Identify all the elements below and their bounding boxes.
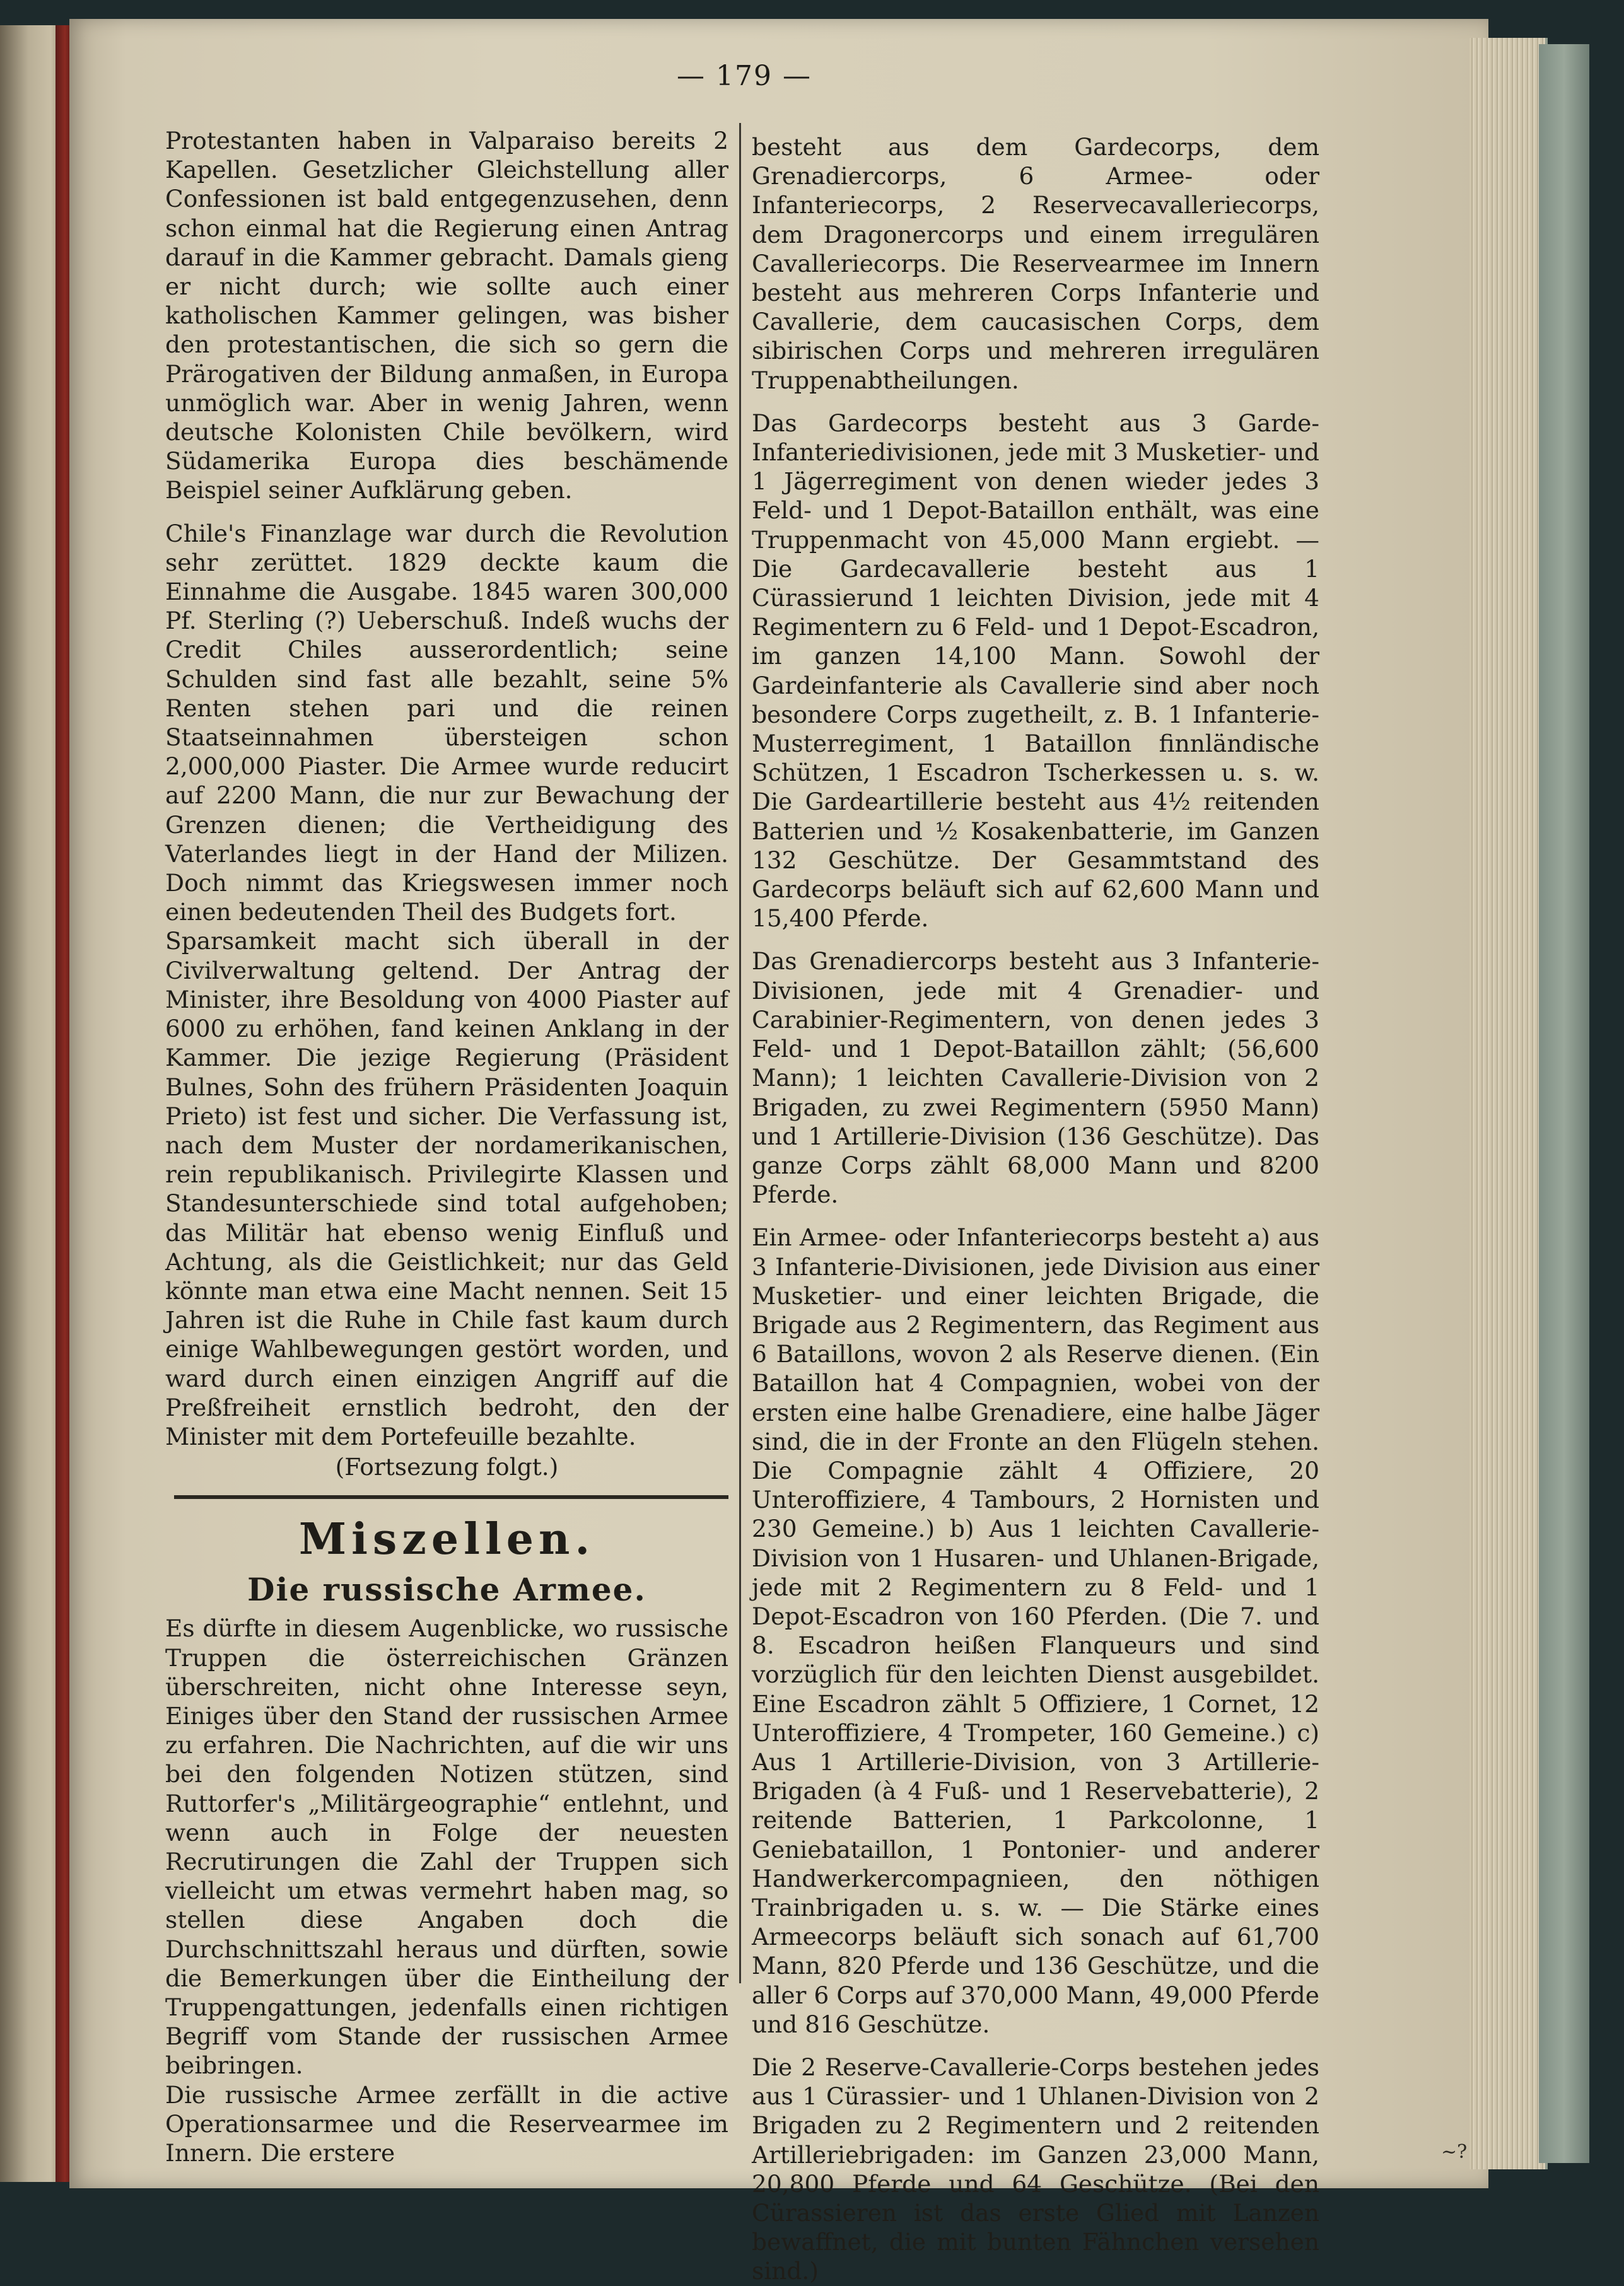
paragraph: Chile's Finanzlage war durch die Revolution sehr zerüttet. 1829 deckte kaum die Einnahme die Ausgabe. 1845 waren 300,000 Pf. Sterling (?) Ueberschuß. Indeß wuchs der Credit Chiles ausserordentlich; seine Schulden sind fast alle bezahlt, seine 5% Renten stehen pari und die reinen Staatseinnahmen übersteigen schon 2,000,000 Piaster. Die Armee wurde reducirt auf 2200 Mann, die nur zur Bewachung der Grenzen dienen; die Vertheidigung des Vaterlandes liegt in der Hand der Milizen. Doch nimmt das Kriegswesen immer noch einen bedeutenden Theil des Budgets fort.: [165, 519, 728, 926]
continuation-note: (Fortsezung folgt.): [335, 1453, 559, 1481]
column-divider: [739, 123, 741, 1983]
paragraph: besteht aus dem Gardecorps, dem Grenadiercorps, 6 Armee- oder Infanteriecorps, 2 Reservecavalleriecorps, dem Dragonercorps und einem irregulären Cavalleriecorps. Die Reservearmee im Innern besteht aus mehreren Corps Infanterie und Cavallerie, dem caucasischen Corps, dem sibirischen Corps und mehreren irregulären Truppenabtheilungen.: [752, 133, 1319, 394]
paragraph: Es dürfte in diesem Augenblicke, wo russische Truppen die österreichischen Gränzen überschreiten, nicht ohne Interesse seyn, Einiges über den Stand der russischen Armee zu erfahren. Die Nachrichten, auf die wir uns bei den folgenden Notizen stützen, sind Ruttorfer's „Militärgeographie“ entlehnt, und wenn auch in Folge der neuesten Recrutirungen die Zahl der Truppen sich vielleicht um etwas vermehrt haben mag, so stellen diese Angaben doch die Durchschnittszahl heraus und dürften, sowie die Bemerkungen über die Eintheilung der Truppengattungen, jedenfalls einen richtigen Begriff vom Stande der russischen Armee beibringen.: [165, 1614, 728, 2080]
right-column: [752, 132, 1319, 2286]
paragraph: Ein Armee- oder Infanteriecorps besteht a) aus 3 Infanterie-Divisionen, jede Division aus einer Musketier- und einer leichten Brigade, die Brigade aus 2 Regimentern, das Regiment aus 6 Bataillons, wovon 2 als Reserve dienen. (Ein Bataillon hat 4 Compagnien, wobei von der ersten eine halbe Grenadiere, eine halbe Jäger sind, die in der Fronte an den Flügeln stehen. Die Compagnie zählt 4 Offiziere, 20 Unteroffiziere, 4 Tambours, 2 Hornisten und 230 Gemeine.) b) Aus 1 leichten Cavallerie-Division von 1 Husaren- und Uhlanen-Brigade, jede mit 2 Regimentern zu 8 Feld- und 1 Depot-Escadron von 160 Pferden. (Die 7. und 8. Escadron heißen Flanqueurs und sind vorzüglich für den leichten Dienst ausgebildet. Eine Escadron zählt 5 Offiziere, 1 Cornet, 12 Unteroffiziere, 4 Trompeter, 160 Gemeine.) c) Aus 1 Artillerie-Division, von 3 Artillerie-Brigaden (à 4 Fuß- und 1 Reservebatterie), 2 reitende Batterien, 1 Parkcolonne, 1 Geniebataillon, 1 Pontonier- und anderer Handwerkercompagnieen, den nöthigen Trainbrigaden u. s. w. — Die Stärke eines Armeecorps beläuft sich sonach auf 61,700 Mann, 820 Pferde und 136 Geschütze, und die aller 6 Corps auf 370,000 Mann, 49,000 Pferde und 816 Geschütze.: [752, 1223, 1319, 2038]
paragraph: Die russische Armee zerfällt in die active Operationsarmee und die Reservearmee im Innern. Die erstere: [165, 2080, 728, 2167]
page-number: — 179 —: [677, 60, 812, 92]
page-stack-edge: [1469, 38, 1548, 2169]
book-cover-edge: [1539, 44, 1589, 2163]
paragraph: Protestanten haben in Valparaiso bereits 2 Kapellen. Gesetzlicher Gleichstellung aller Confessionen ist bald entgegenzusehen, denn schon einmal hat die Regierung einen Antrag darauf in die Kammer gebracht. Damals gieng er nicht durch; wie sollte auch einer katholischen Kammer gelingen, was bisher den protestantischen, die sich so gern die Prärogativen der Bildung anmaßen, in Europa unmöglich war. Aber in wenig Jahren, wenn deutsche Kolonisten Chile bevölkern, wird Südamerika Europa dies beschämende Beispiel seiner Aufklärung geben.: [165, 127, 728, 504]
paragraph: Sparsamkeit macht sich überall in der Civilverwaltung geltend. Der Antrag der Minister, ihre Besoldung von 4000 Piaster auf 6000 zu erhöhen, fand keinen Anklang in der Kammer. Die jezige Regierung (Präsident Bulnes, Sohn des frühern Präsidenten Joaquin Prieto) ist fest und sicher. Die Verfassung ist, nach dem Muster der nordamerikanischen, rein republikanisch. Privilegirte Klassen und Standesunterschiede sind total aufgehoben; das Militär hat ebenso wenig Einfluß und Achtung, als die Geistlichkeit; nur das Geld könnte man etwa eine Macht nennen. Seit 15 Jahren ist die Ruhe in Chile fast kaum durch einige Wahlbewegungen gestört worden, und ward durch einen einzigen Angriff auf die Preßfreiheit ernstlich bedroht, den der Minister mit dem Portefeuille bezahlte.: [165, 927, 728, 1450]
left-column: [165, 126, 728, 2167]
paragraph: Das Grenadiercorps besteht aus 3 Infanterie-Divisionen, jede mit 4 Grenadier- und Carabinier-Regimentern, von denen jedes 3 Feld- und 1 Depot-Bataillon zählt; (56,600 Mann); 1 leichten Cavallerie-Division von 2 Brigaden, zu zwei Regimentern (5950 Mann) und 1 Artillerie-Division (136 Geschütze). Das ganze Corps zählt 68,000 Mann und 8200 Pferde.: [752, 947, 1319, 1209]
corner-mark: ~?: [1441, 2141, 1468, 2163]
paragraph: Das Gardecorps besteht aus 3 Garde-Infanteriedivisionen, jede mit 3 Musketier- und 1 Jägerregiment von denen wieder jedes 3 Feld- und 1 Depot-Bataillon enthält, was eine Truppenmacht von 45,000 Mann ergiebt. — Die Gardecavallerie besteht aus 1 Cürassierund 1 leichten Division, jede mit 4 Regimentern zu 6 Feld- und 1 Depot-Escadron, im ganzen 14,100 Mann. Sowohl der Gardeinfanterie als Cavallerie sind aber noch besondere Corps zugetheilt, z. B. 1 Infanterie-Musterregiment, 1 Bataillon finnländische Schützen, 1 Escadron Tscherkessen u. s. w. Die Gardeartillerie besteht aus 4½ reitenden Batterien und ½ Kosakenbatterie, im Ganzen 132 Geschütze. Der Gesammtstand des Gardecorps beläuft sich auf 62,600 Mann und 15,400 Pferde.: [752, 409, 1319, 933]
section-title: Miszellen.: [298, 1514, 595, 1565]
paragraph: Die 2 Reserve-Cavallerie-Corps bestehen jedes aus 1 Cürassier- und 1 Uhlanen-Division von 2 Brigaden zu 2 Regimentern und 2 reitenden Artilleriebrigaden: im Ganzen 23,000 Mann, 20,800 Pferde und 64 Geschütze. (Bei den Cürassieren ist das erste Glied mit Lanzen bewaffnet, die mit bunten Fähnchen versehen sind.): [752, 2053, 1319, 2285]
left-page-edge: [0, 25, 63, 2182]
article-title: Die russische Armee.: [247, 1571, 646, 1609]
section-rule: [174, 1495, 728, 1499]
